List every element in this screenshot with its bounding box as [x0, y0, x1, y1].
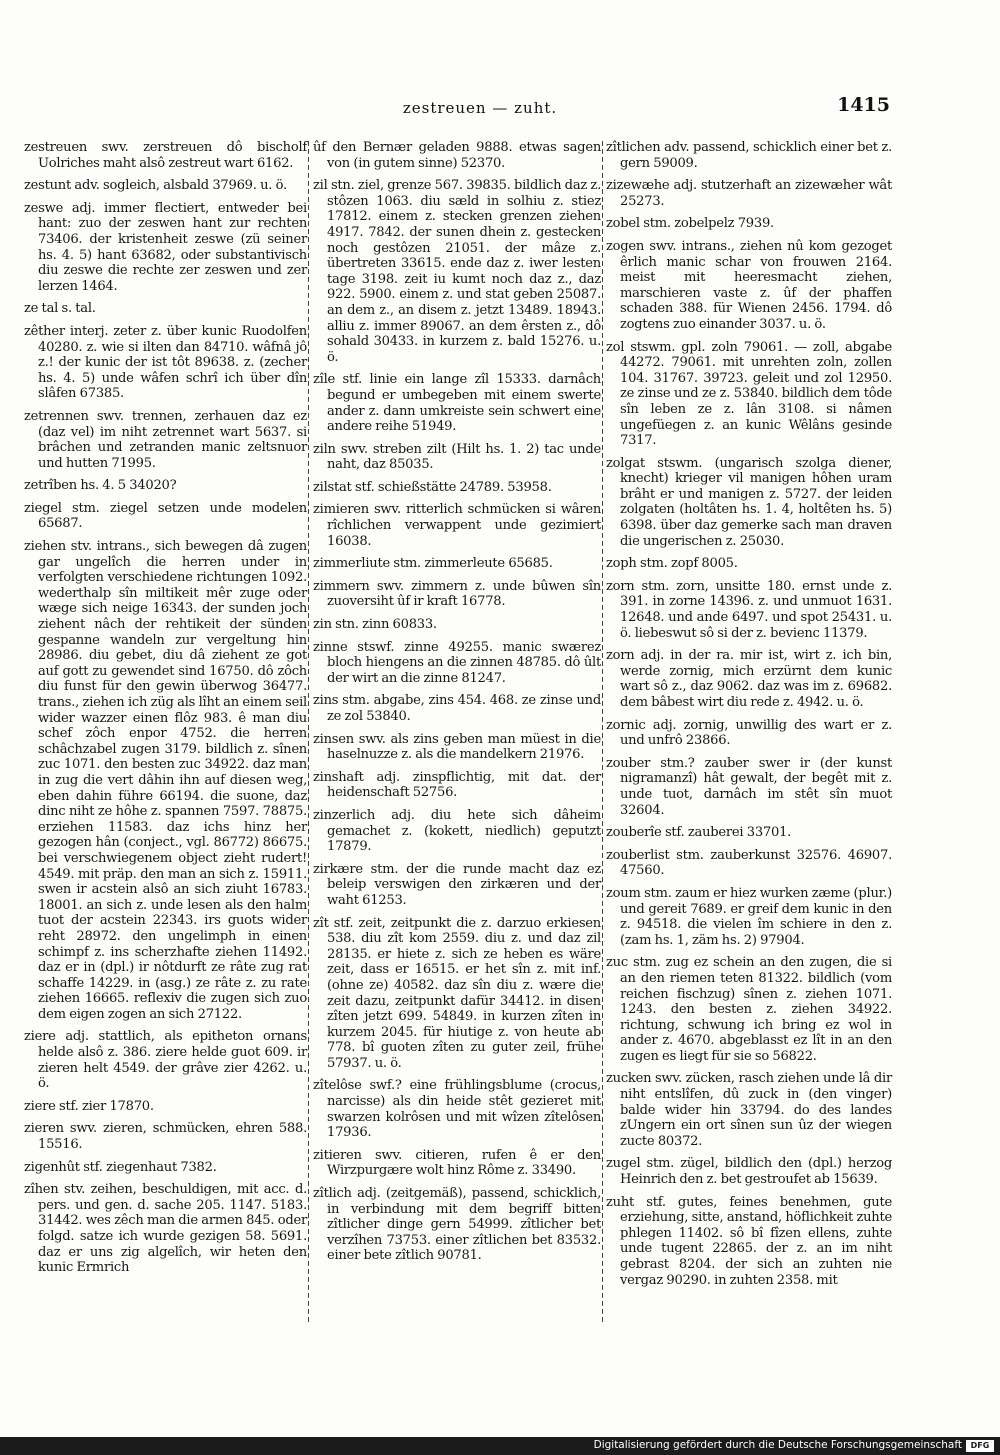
dictionary-entry: zuht stf. gutes, feines benehmen, gute erziehung, sitte, anstand, höflichkeit zuhte phlegen 11402. sô bî fîzen ellens, zuhte unde tugent 22865. der z. an im niht gebrast 8204. der sich an zuhten nie vergaz 90290. in zuhten 2358. mit: [606, 1194, 892, 1288]
dictionary-entry: zins stm. abgabe, zins 454. 468. ze zinse und ze zol 53840.: [313, 693, 601, 724]
dictionary-entry: zizewæhe adj. stutzerhaft an zizewæher wât 25273.: [606, 178, 892, 209]
dictionary-entry: zugel stm. zügel, bildlich den (dpl.) herzog Heinrich den z. bet gestroufet ab 15639.: [606, 1156, 892, 1188]
dictionary-entry: zoum stm. zaum er hiez wurken zæme (plur.) und gereit 7689. er greif dem kunic in den z. 94518. die vielen îm schiere in den z. (zam hs. 1, zäm hs. 2) 97904.: [606, 885, 892, 948]
dictionary-entry: zîtelôse swf.? eine frühlingsblume (crocus, narcisse) als din heide stêt gezieret mit swarzen kolrôsen und mit wîzen zîtelôsen 17936.: [313, 1078, 601, 1141]
dictionary-entry: zogen swv. intrans., ziehen nû kom gezoget êrlich manic schar von frouwen 2164. meist mit heeresmacht ziehen, marschieren vaste z. ûf der phaffen schaden 388. für Wienen 2456. 1794. dô zogtens zuo einander 3037. u. ö.: [606, 238, 892, 332]
dictionary-entry: zetrennen swv. trennen, zerhauen daz ez (daz vel) im niht zetrennet wart 5637. si brâchen und zetranden manic zeltsnuor und hutten 71995.: [24, 408, 307, 471]
dictionary-entry: zin stn. zinn 60833.: [313, 617, 437, 633]
dictionary-entry: zîtlichen adv. passend, schicklich einer bet z. gern 59009.: [606, 140, 892, 171]
dictionary-entry: zîhen stv. zeihen, beschuldigen, mit acc. d. pers. und gen. d. sache 205. 1147. 5183. 31442. wes zêch man die armen 845. oder folgd. satze ich wurde gezigen 58. 5691. daz er uns zig algelîch, wir heten den kunic Ermrich: [24, 1182, 307, 1276]
dictionary-entry: zorn stm. zorn, unsitte 180. ernst unde z. 391. in zorne 14396. z. und unmuot 1631. 12648. und ande 6497. und spot 25431. u. ö. liebeswut sô si der z. bevienc 11379.: [606, 578, 892, 641]
dictionary-entry: zinzerlich adj. diu hete sich dâheim gemachet z. (kokett, niedlich) geputzt 17879.: [313, 807, 601, 855]
running-head: zestreuen — zuht.: [402, 99, 558, 117]
dictionary-entry: zîtlich adj. (zeitgemäß), passend, schicklich, in verbindung mit dem begriff bitten zîtlicher dinge gern 54999. zîtlicher bet verzîhen 73753. einer zîtlichen bet 83532. einer bete zîtlich 90781.: [313, 1186, 601, 1264]
dictionary-entry: zucken swv. zücken, rasch ziehen unde lâ dir niht entslîfen, dû zuck in (den vinger) balde wider hin 33794. do des landes zUngern ein ort sînen sun ûz der wiegen zucte 80372.: [606, 1071, 892, 1149]
dictionary-entry: ziegel stm. ziegel setzen unde modelen 65687.: [24, 500, 307, 532]
dictionary-entry: zolgat stswm. (ungarisch szolga diener, knecht) krieger vil manigen hôhen uram brâht er und manigen z. 5727. der leiden zolgaten (holtâten hs. 1. 4, holtêten hs. 5) 6398. über daz gemerke sach man draven die ungerischen z. 25030.: [606, 455, 892, 549]
dictionary-entry: zilstat stf. schießstätte 24789. 53958.: [313, 479, 552, 495]
dictionary-entry: zobel stm. zobelpelz 7939.: [606, 216, 774, 232]
dictionary-entry: zeswe adj. immer flectiert, entweder bei hant: zuo der zeswen hant zur rechten 73406. der kristenheit zeswe (zü seiner hs. 4. 5) hant 63682, oder substantivisch diu zeswe die rechte zer zeswen und zer lerzen 1464.: [24, 200, 307, 294]
dictionary-entry: zil stn. ziel, grenze 567. 39835. bildlich daz z. stôzen 1063. diu sæld in solhiu z. stiez 17812. einem z. stecken grenzen ziehen 4917. 7842. der sunen dhein z. gestecken noch gestôzen 21051. der mâze z. übertreten 33615. ende daz z. iwer lesten tage 3198. zeit iu kumt noch daz z., daz 922. 5900. einem z. und stat geben 25087. an dem z., an disem z. jetzt 13489. 18943. alliu z. immer 89067. an dem êrsten z., dô sohald 30433. in kurzem z. bald 15276. u. ö.: [313, 178, 601, 365]
column-divider: [602, 141, 603, 1324]
dictionary-entry: zestreuen swv. zerstreuen dô bischolf Uolriches maht alsô zestreut wart 6162.: [24, 140, 307, 171]
dictionary-entry: zoph stm. zopf 8005.: [606, 556, 738, 572]
dictionary-entry: zol stswm. gpl. zoln 79061. — zoll, abgabe 44272. 79061. mit unrehten zoln, zollen 104. 31767. 39723. geleit und zol 12950. ze zinse und ze z. 53840. bildlich dem tôde sîn leben ze z. lân 3108. si nâmen ungefüegen z. an kunic Wêlâns gesinde 7317.: [606, 339, 892, 449]
dictionary-entry: zît stf. zeit, zeitpunkt die z. darzuo erkiesen 538. diu zît kom 2559. diu z. und daz zil 28135. er hiete z. sich ze heben es wäre zeit, dass er 16515. er het sîn z. mit inf. (ohne ze) 40582. daz sîn diu z. wære die zeit dazu, zeitpunkt dafür 34412. in disen zîten jetzt 699. 54849. in kurzen zîten in kurzem 2045. für hiutige z. von heute ab 778. bî guoten zîten zu guter zeil, frühe 57937. u. ö.: [313, 915, 601, 1071]
dictionary-entry: zetrîben hs. 4. 5 34020?: [24, 478, 177, 494]
dictionary-entry: zouber stm.? zauber swer ir (der kunst nigramanzî) hât gewalt, der begêt mit z. unde tuot, darnâch im stêt sîn muot 32604.: [606, 755, 892, 818]
dictionary-entry: zieren swv. zieren, schmücken, ehren 588. 15516.: [24, 1121, 307, 1153]
column-divider: [308, 141, 309, 1324]
page-number: 1415: [837, 94, 890, 116]
dictionary-entry: zimmern swv. zimmern z. unde bûwen sîn zuoversiht ûf ir kraft 16778.: [313, 578, 601, 610]
funding-notice: Digitalisierung gefördert durch die Deutsche Forschungsgemeinschaft: [593, 1439, 962, 1451]
dictionary-entry: zinshaft adj. zinspflichtig, mit dat. der heidenschaft 52756.: [313, 769, 601, 801]
dictionary-entry: zouberlist stm. zauberkunst 32576. 46907. 47560.: [606, 847, 892, 879]
dictionary-entry: zouberîe stf. zauberei 33701.: [606, 825, 792, 841]
dictionary-entry: zinne stswf. zinne 49255. manic swærez bloch hiengens an die zinnen 48785. dô ûlt der wirt an die zinne 81247.: [313, 639, 601, 686]
dictionary-entry: ze tal s. tal.: [24, 301, 96, 317]
dictionary-entry: zinsen swv. als zins geben man müest in die haselnuzze z. als die mandelkern 21976.: [313, 731, 601, 763]
dictionary-entry: zimieren swv. ritterlich schmücken si wâren rîchlichen verwappent unde gezimiert 16038.: [313, 502, 601, 549]
dfg-logo: DFG: [966, 1440, 994, 1452]
dictionary-entry: ziln swv. streben zilt (Hilt hs. 1. 2) tac unde naht, daz 85035.: [313, 441, 601, 473]
dictionary-entry: zirkære stm. der die runde macht daz ez beleip verswigen den zirkæren und der waht 61253.: [313, 861, 601, 908]
dictionary-entry: ziere adj. stattlich, als epitheton ornans helde alsô z. 386. ziere helde guot 609. ir zieren helt 4549. der grâve zier 4262. u. ö.: [24, 1029, 307, 1092]
dictionary-entry: ziehen stv. intrans., sich bewegen dâ zugen gar ungelîch die herren under in verfolgten verschiedene richtungen 1092. wederthalp sîn miltikeit mêr zuge oder wæge sich neige 16343. der sunden joch ziehent nâch der rehtikeit der sünden gespanne wandeln zur vergeltung hin 28986. diu gebet, diu dâ ziehent ze got auf gott zu gewendet sind 16750. dô zôch diu funst für den gewin überwog 36477. trans., ziehen ich züg als lîht an einem seil wider wazzer einen flôz 983. ê man diu schef zôch enpor 4752. die herren schâchzabel zugen 3179. bildlich z. sînen zuc 1071. den besten zuc 34922. daz man in zug die vert dâhin ihn auf diesen weg, eben dahin führe 66194. die suone, daz dinc niht ze hôhe z. spannen 7597. 78875. erziehen 11583. daz ichs hinz her gezogen hân (conject., vgl. 86772) 86675. bei verschwiegenem object zieht rudert! 4549. mit präp. den man an sich z. 15911. swen ir acstein alsô an sich ziuht 16783. 18001. an sich z. unde lesen als den halm tuot der acstein 22343. irs guots wider reht 28972. den ungelimph in einen schimpf z. ins scherzhafte ziehen 11492. daz er in (dpl.) ir nôtdurft ze râte zug rat schaffe 14229. in (asg.) ze râte z. zu rate ziehen 16665. reflexiv die zugen sich zuo dem eigen zogen an sich 27122.: [24, 539, 307, 1022]
dictionary-entry: zimmerliute stm. zimmerleute 65685.: [313, 556, 553, 572]
dictionary-entry: zorn adj. in der ra. mir ist, wirt z. ich bin, werde zornig, mich erzürnt dem kunic wart sô z., daz 9062. daz was im z. 69682. dem bâbest wirt diu rede z. 4942. u. ö.: [606, 648, 892, 710]
dictionary-entry: zigenhût stf. ziegenhaut 7382.: [24, 1159, 217, 1175]
column-left: [24, 140, 307, 1283]
dictionary-entry: zestunt adv. sogleich, alsbald 37969. u. ö.: [24, 178, 287, 194]
dictionary-entry: zitieren swv. citieren, rufen ê er den Wirzpurgære wolt hinz Rôme z. 33490.: [313, 1147, 601, 1179]
dictionary-entry: zîle stf. linie ein lange zîl 15333. darnâch begund er umbegeben mit einem swerte ander z. dann umkreiste sein schwert eine andere reihe 51949.: [313, 372, 601, 435]
dictionary-entry: zornic adj. zornig, unwillig des wart er z. und unfrô 23866.: [606, 717, 892, 749]
dictionary-entry: ûf den Bernær geladen 9888. etwas sagen von (in gutem sinne) 52370.: [313, 140, 601, 171]
column-right: [606, 140, 892, 1295]
dictionary-entry: zêther interj. zeter z. über kunic Ruodolfen 40280. z. wie si ilten dan 84710. wâfnâ jô z.! der kunic der ist tôt 89638. z. (zecher hs. 4. 5) unde wâfen schrî ich über dîn slâfen 67385.: [24, 323, 307, 402]
dictionary-entry: ziere stf. zier 17870.: [24, 1098, 154, 1114]
column-middle: [313, 140, 601, 1271]
dictionary-entry: zuc stm. zug ez schein an den zugen, die si an den riemen teten 81322. bildlich (vom reichen fischzug) sînen z. ziehen 1071. 1243. den besten z. ziehen 34922. richtung, schwung ich bring ez wol in ander z. 4670. abgeblasst ez lît in an den zugen es liegt für sie so 56822.: [606, 955, 892, 1064]
